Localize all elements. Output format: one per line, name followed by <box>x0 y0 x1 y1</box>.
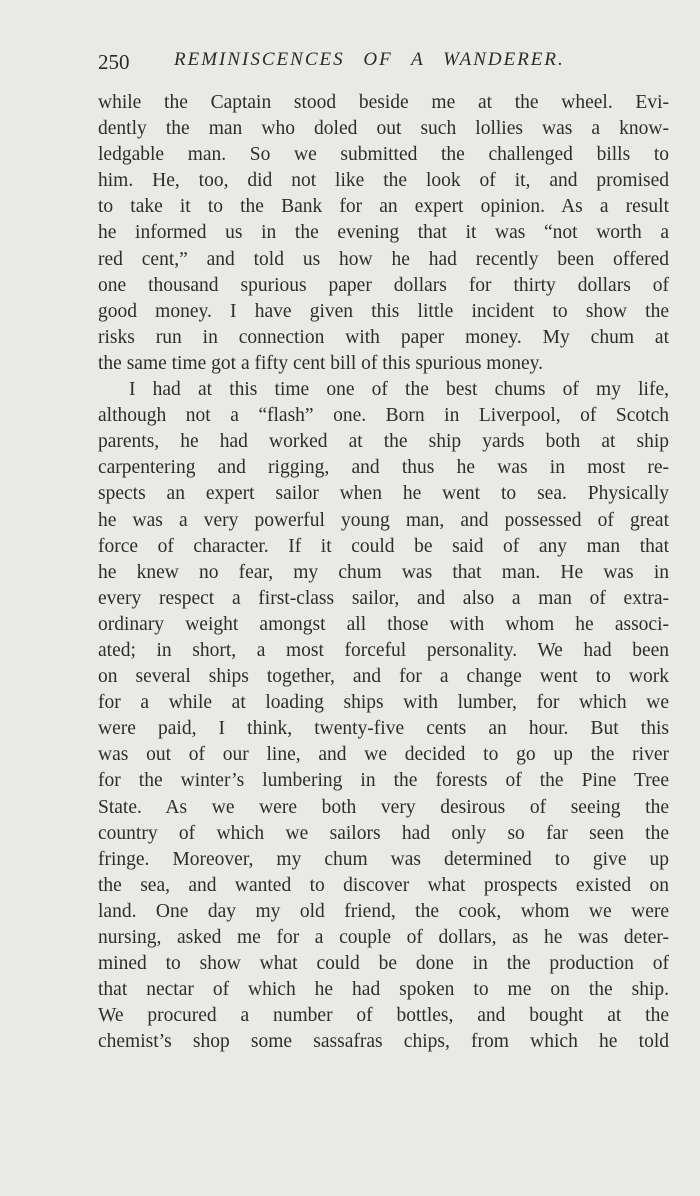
text-line: nursing, asked me for a couple of dollars, as he was deter- <box>98 927 669 948</box>
paragraph-start-line: I had at this time one of the best chums of my life, <box>129 379 669 401</box>
text-line: he informed us in the evening that it was “not worth a <box>98 222 669 244</box>
text-line: that nectar of which he had spoken to me on the ship. <box>98 979 669 1001</box>
text-line: force of character. If it could be said of any man that <box>98 535 669 557</box>
text-line: he was a very powerful young man, and possessed of great <box>98 509 669 531</box>
text-line: although not a “flash” one. Born in Liverpool, of Scotch <box>98 405 669 427</box>
text-line: parents, he had worked at the ship yards both at ship <box>98 431 669 453</box>
text-line: mined to show what could be done in the production of <box>98 953 669 975</box>
text-line: risks run in connection with paper money. My chum at <box>98 326 669 348</box>
page-number: 250 <box>98 50 130 74</box>
text-line: to take it to the Bank for an expert opinion. As a result <box>98 196 669 218</box>
text-line: he knew no fear, my chum was that man. He was in <box>98 561 669 583</box>
text-line: fringe. Moreover, my chum was determined to give up <box>98 848 669 870</box>
text-line: for the winter’s lumbering in the forests of the Pine Tree <box>98 770 669 792</box>
text-line: dently the man who doled out such lollies was a know- <box>98 118 669 140</box>
text-line: ated; in short, a most forceful personality. We had been <box>98 639 669 661</box>
text-line: land. One day my old friend, the cook, whom we were <box>98 900 669 922</box>
text-line: We procured a number of bottles, and bought at the <box>98 1005 669 1027</box>
text-line: on several ships together, and for a change went to work <box>98 666 669 688</box>
running-head: REMINISCENCES OF A WANDERER. <box>174 49 565 70</box>
text-line: ledgable man. So we submitted the challenged bills to <box>98 144 669 166</box>
page-header <box>98 46 610 76</box>
text-line: for a while at loading ships with lumber, for which we <box>98 692 669 714</box>
text-line: one thousand spurious paper dollars for thirty dollars of <box>98 274 669 296</box>
text-line: while the Captain stood beside me at the wheel. Evi- <box>98 92 669 113</box>
text-line: ordinary weight amongst all those with whom he associ- <box>98 613 669 635</box>
text-line: red cent,” and told us how he had recently been offered <box>98 248 669 270</box>
text-line: were paid, I think, twenty-five cents an hour. But this <box>98 718 669 740</box>
text-line: good money. I have given this little incident to show the <box>98 300 669 322</box>
paragraph-end-line: the same time got a fifty cent bill of this spurious money. <box>98 352 543 374</box>
text-line: spects an expert sailor when he went to sea. Physically <box>98 483 669 505</box>
text-line: the sea, and wanted to discover what prospects existed on <box>98 874 669 896</box>
text-line: every respect a first-class sailor, and also a man of extra- <box>98 587 669 609</box>
body-text <box>98 90 669 1055</box>
text-line: country of which we sailors had only so far seen the <box>98 822 669 844</box>
text-line: carpentering and rigging, and thus he was in most re- <box>98 457 669 479</box>
text-line: State. As we were both very desirous of seeing the <box>98 796 669 818</box>
text-line: chemist’s shop some sassafras chips, from which he told <box>98 1031 669 1053</box>
text-line: was out of our line, and we decided to go up the river <box>98 744 669 766</box>
text-line: him. He, too, did not like the look of it, and promised <box>98 170 669 192</box>
